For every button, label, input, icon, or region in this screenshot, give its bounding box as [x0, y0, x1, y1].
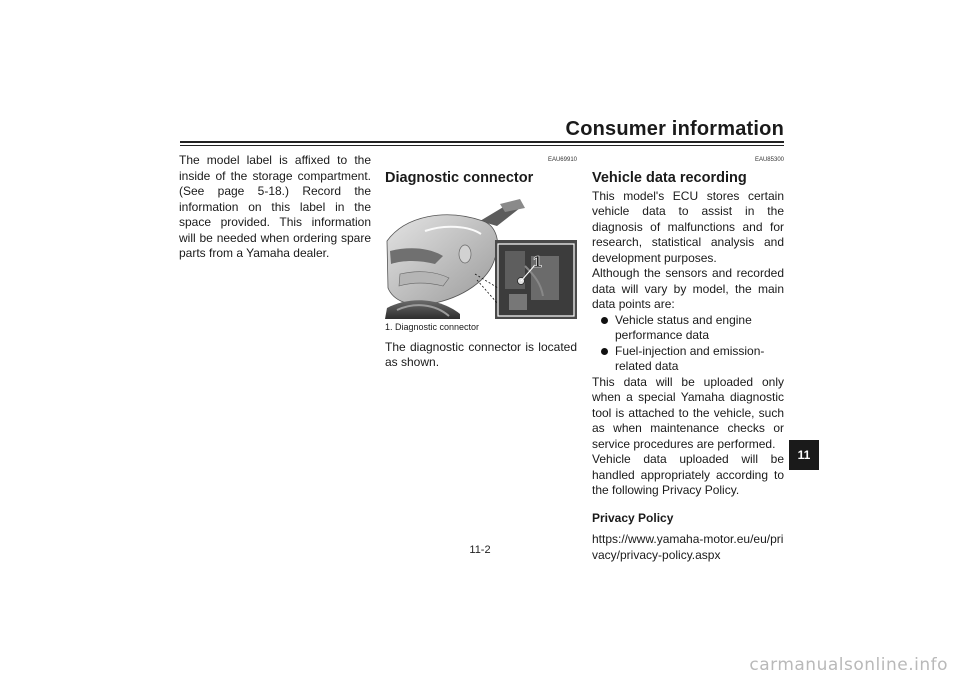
- section-heading-diagnostic-connector: Diagnostic connector: [385, 169, 534, 186]
- list-item-text: Fuel-injection and emission-related data: [615, 343, 765, 373]
- vehicle-data-paragraph-4: Vehicle data uploaded will be handled appropriately according to the following Privacy Policy.: [592, 452, 784, 497]
- diagnostic-connector-paragraph: The diagnostic connector is located as shown.: [385, 339, 577, 369]
- figure-caption: 1. Diagnostic connector: [385, 321, 480, 332]
- privacy-policy-url[interactable]: https://www.yamaha-motor.eu/eu/privacy/privacy-policy.aspx: [592, 532, 784, 562]
- chapter-tab: 11: [789, 440, 819, 470]
- watermark: carmanualsonline.info: [749, 655, 948, 675]
- diagnostic-connector-figure: [385, 196, 577, 319]
- list-item-text: Vehicle status and engine performance data: [615, 312, 752, 342]
- privacy-policy-heading: Privacy Policy: [592, 510, 674, 525]
- model-label-paragraph: The model label is affixed to the inside of the storage compartment. (See page 5-18.) Record the information on this label in the space provided. This information will be needed when ordering spare parts from a Yamaha dealer.: [179, 153, 371, 260]
- header-rule-thin: [180, 145, 784, 146]
- data-points-list: [592, 313, 784, 375]
- column-right: [592, 153, 784, 563]
- vehicle-data-paragraph-1: This model's ECU stores certain vehicle data to assist in the diagnosis of malfunctions and for research, statistical analysis and development purposes.: [592, 188, 784, 265]
- list-item: [592, 344, 784, 375]
- bullet-icon: [601, 348, 608, 355]
- section-code: EAU69910: [547, 157, 577, 163]
- column-middle: [385, 153, 577, 371]
- section-heading-vehicle-data-recording: Vehicle data recording: [592, 169, 747, 186]
- column-left: [179, 153, 371, 262]
- section-code: EAU85300: [754, 157, 784, 163]
- page-title: Consumer information: [565, 118, 784, 140]
- vehicle-data-paragraph-3: This data will be uploaded only when a special Yamaha diagnostic tool is attached to the vehicle, such as when maintenance checks or service procedures are performed.: [592, 374, 784, 451]
- list-item: [592, 313, 784, 344]
- vehicle-data-paragraph-2: Although the sensors and recorded data will vary by model, the main data points are:: [592, 266, 784, 311]
- bullet-icon: [601, 317, 608, 324]
- scooter-front-illustration: [385, 196, 577, 319]
- header-rule-thick: [180, 141, 784, 143]
- figure-callout-number: 1: [533, 253, 542, 271]
- page-number: 11-2: [469, 544, 491, 556]
